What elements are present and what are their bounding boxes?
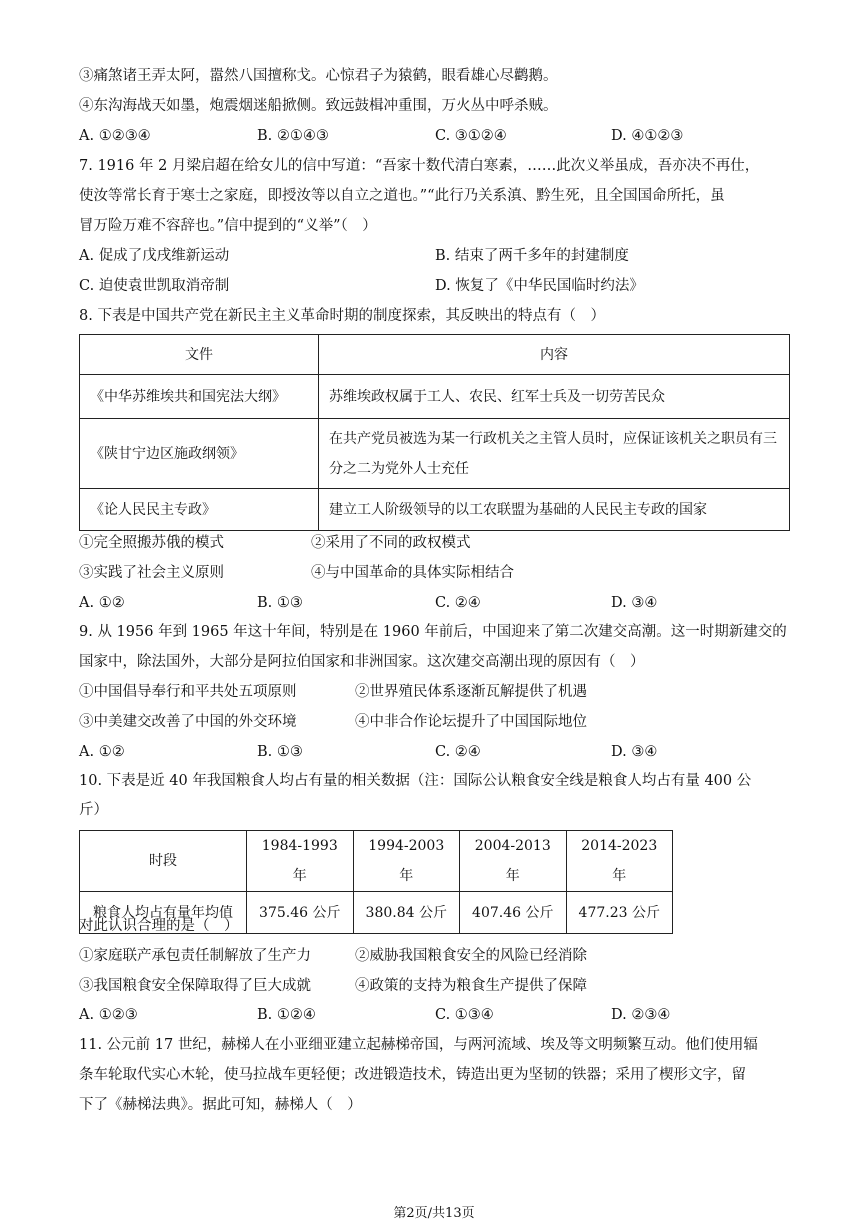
q8-choices-row-1 bbox=[79, 533, 789, 555]
q7-options-row-1 bbox=[79, 246, 789, 268]
q10-options bbox=[79, 1005, 789, 1027]
q9-choices-row-1 bbox=[79, 682, 789, 704]
q8-choices-row-2 bbox=[79, 563, 789, 585]
q10-choices-row-1 bbox=[79, 946, 789, 968]
q10-value-3: 407.46 公斤 bbox=[460, 892, 567, 934]
q9-choice-1: ①中国倡导奉行和平共处五项原则 bbox=[79, 684, 297, 700]
q10-option-c[interactable]: C. ①③④ bbox=[435, 1007, 494, 1023]
q7-stem-line-1: 7. 1916 年 2 月梁启超在给女儿的信中写道：“吾家十数代清白寒素，……此次义举虽成，吾亦决不再仕， bbox=[79, 158, 760, 174]
q8-header-doc: 文件 bbox=[80, 335, 319, 375]
q10-prompt: 对此认识合理的是（ ） bbox=[79, 918, 239, 934]
q10-value-1: 375.46 公斤 bbox=[247, 892, 354, 934]
q10-stem-line-1: 10. 下表是近 40 年我国粮食人均占有量的相关数据（注：国际公认粮食安全线是粮食人均占有量 400 公 bbox=[79, 773, 752, 789]
q10-header-4: 2014-2023 年 bbox=[566, 831, 673, 892]
q8-choice-4: ④与中国革命的具体实际相结合 bbox=[311, 565, 514, 581]
q10-option-a[interactable]: A. ①②③ bbox=[79, 1007, 138, 1023]
q10-stem-line-2: 斤） bbox=[79, 802, 108, 818]
q8-table-header-row bbox=[80, 335, 790, 375]
q6-line-4: ④东沟海战天如墨，炮震烟迷船掀侧。致远鼓楫冲重围，万火丛中呼杀贼。 bbox=[79, 98, 558, 114]
q10-header-2: 1994-2003 年 bbox=[353, 831, 460, 892]
q10-choice-2: ②威胁我国粮食安全的风险已经消除 bbox=[355, 948, 587, 964]
q10-row-label: 粮食人均占有量年均值 bbox=[80, 892, 247, 934]
q8-table bbox=[79, 334, 790, 531]
q9-option-b[interactable]: B. ①③ bbox=[257, 744, 303, 760]
q10-option-d[interactable]: D. ②③④ bbox=[611, 1007, 671, 1023]
q8-row-1-content: 苏维埃政权属于工人、农民、红军士兵及一切劳苦民众 bbox=[319, 375, 790, 419]
q8-choice-3: ③实践了社会主义原则 bbox=[79, 565, 224, 581]
q9-choice-2: ②世界殖民体系逐渐瓦解提供了机遇 bbox=[355, 684, 587, 700]
q9-option-d[interactable]: D. ③④ bbox=[611, 744, 658, 760]
q10-option-b[interactable]: B. ①②④ bbox=[257, 1007, 316, 1023]
q8-header-content: 内容 bbox=[319, 335, 790, 375]
q10-header-period: 时段 bbox=[80, 831, 247, 892]
q8-options bbox=[79, 593, 789, 615]
q9-option-c[interactable]: C. ②④ bbox=[435, 744, 481, 760]
q7-option-a[interactable]: A. 促成了戊戌维新运动 bbox=[79, 248, 230, 264]
q6-options bbox=[79, 126, 789, 148]
q11-stem-line-1: 11. 公元前 17 世纪，赫梯人在小亚细亚建立起赫梯帝国，与两河流域、埃及等文明频繁互动。他们使用辐 bbox=[79, 1037, 758, 1053]
q9-option-a[interactable]: A. ①② bbox=[79, 744, 125, 760]
q7-options-row-2 bbox=[79, 276, 789, 298]
q10-table-header-row bbox=[80, 831, 673, 892]
q10-choice-1: ①家庭联产承包责任制解放了生产力 bbox=[79, 948, 311, 964]
q7-option-d[interactable]: D. 恢复了《中华民国临时约法》 bbox=[435, 278, 644, 294]
q9-stem-line-1: 9. 从 1956 年到 1965 年这十年间，特别是在 1960 年前后，中国迎来了第二次建交高潮。这一时期新建交的 bbox=[79, 624, 787, 640]
table-row bbox=[80, 489, 790, 531]
q7-option-b[interactable]: B. 结束了两千多年的封建制度 bbox=[435, 248, 629, 264]
q10-choice-4: ④政策的支持为粮食生产提供了保障 bbox=[355, 978, 587, 994]
q8-row-3-content: 建立工人阶级领导的以工农联盟为基础的人民民主专政的国家 bbox=[319, 489, 790, 531]
q8-option-c[interactable]: C. ②④ bbox=[435, 595, 481, 611]
table-row bbox=[80, 419, 790, 489]
q9-choices-row-2 bbox=[79, 712, 789, 734]
q8-row-2-content: 在共产党员被选为某一行政机关之主管人员时，应保证该机关之职员有三分之二为党外人士充任 bbox=[319, 419, 790, 489]
q7-option-c[interactable]: C. 迫使袁世凯取消帝制 bbox=[79, 278, 230, 294]
table-row bbox=[80, 375, 790, 419]
q10-value-2: 380.84 公斤 bbox=[353, 892, 460, 934]
q8-stem: 8. 下表是中国共产党在新民主主义革命时期的制度探索，其反映出的特点有（ ） bbox=[79, 308, 605, 324]
page-number: 第2页/共13页 bbox=[393, 1206, 475, 1221]
q6-line-3: ③痛煞诸王弄太阿，嚣然八国擅称戈。心惊君子为猿鹤，眼看雄心尽鹳鹅。 bbox=[79, 68, 558, 84]
q10-header-1: 1984-1993 年 bbox=[247, 831, 354, 892]
q8-option-b[interactable]: B. ①③ bbox=[257, 595, 303, 611]
q8-row-1-doc: 《中华苏维埃共和国宪法大纲》 bbox=[80, 375, 319, 419]
q7-stem-line-2: 使汝等常长育于寒士之家庭，即授汝等以自立之道也。”“此行乃关系滇、黔生死，且全国国命所托，虽 bbox=[79, 188, 725, 204]
q6-option-a[interactable]: A. ①②③④ bbox=[79, 128, 151, 144]
q10-header-3: 2004-2013 年 bbox=[460, 831, 567, 892]
q8-row-3-doc: 《论人民民主专政》 bbox=[80, 489, 319, 531]
q8-choice-1: ①完全照搬苏俄的模式 bbox=[79, 535, 224, 551]
q11-stem-line-2: 条车轮取代实心木轮，使马拉战车更轻便；改进锻造技术，铸造出更为坚韧的铁器；采用了楔形文字，留 bbox=[79, 1067, 746, 1083]
q9-options bbox=[79, 742, 789, 764]
q6-option-b[interactable]: B. ②①④③ bbox=[257, 128, 329, 144]
q6-option-c[interactable]: C. ③①②④ bbox=[435, 128, 507, 144]
q8-option-a[interactable]: A. ①② bbox=[79, 595, 125, 611]
q7-stem-line-3: 冒万险万难不容辞也。”信中提到的“义举”（ ） bbox=[79, 218, 377, 234]
q9-stem-line-2: 国家中，除法国外，大部分是阿拉伯国家和非洲国家。这次建交高潮出现的原因有（ ） bbox=[79, 654, 645, 670]
q9-choice-4: ④中非合作论坛提升了中国国际地位 bbox=[355, 714, 587, 730]
q10-choices-row-2 bbox=[79, 976, 789, 998]
q11-stem-line-3: 下了《赫梯法典》。据此可知，赫梯人（ ） bbox=[79, 1097, 362, 1113]
q9-choice-3: ③中美建交改善了中国的外交环境 bbox=[79, 714, 297, 730]
q10-value-4: 477.23 公斤 bbox=[566, 892, 673, 934]
q10-choice-3: ③我国粮食安全保障取得了巨大成就 bbox=[79, 978, 311, 994]
q8-option-d[interactable]: D. ③④ bbox=[611, 595, 658, 611]
q8-choice-2: ②采用了不同的政权模式 bbox=[311, 535, 471, 551]
q6-option-d[interactable]: D. ④①②③ bbox=[611, 128, 684, 144]
q8-row-2-doc: 《陕甘宁边区施政纲领》 bbox=[80, 419, 319, 489]
